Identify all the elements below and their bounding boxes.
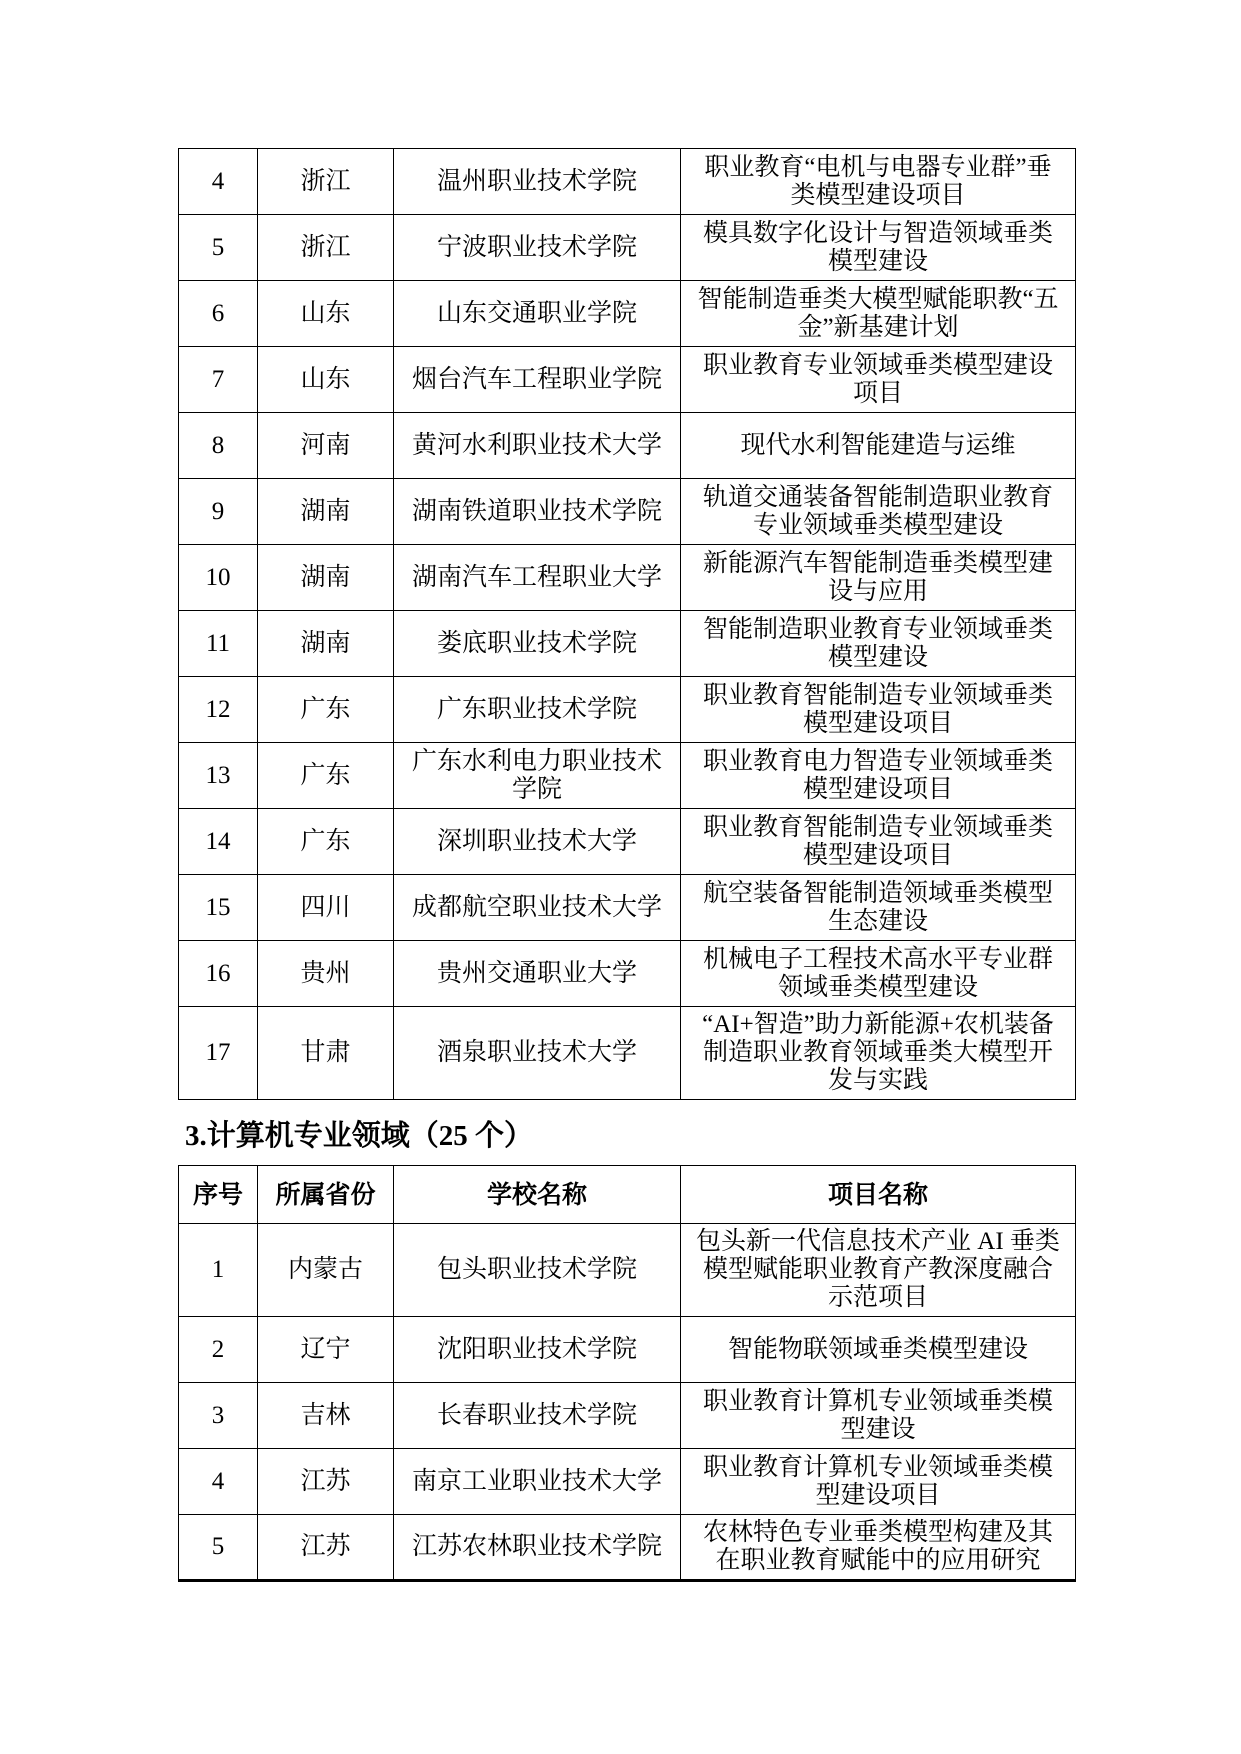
- cell-no: 17: [179, 1007, 258, 1100]
- table-row: [179, 149, 1076, 215]
- cell-province: 广东: [258, 809, 394, 875]
- cell-no: 15: [179, 875, 258, 941]
- table-row: [179, 1317, 1076, 1383]
- cell-school: 江苏农林职业技术学院: [394, 1515, 681, 1581]
- cell-no: 3: [179, 1383, 258, 1449]
- cell-province: 广东: [258, 677, 394, 743]
- cell-no: 4: [179, 1449, 258, 1515]
- cell-project: 职业教育电力智造专业领域垂类模型建设项目: [681, 743, 1076, 809]
- table-header: [179, 1166, 1076, 1224]
- table-body: [179, 1224, 1076, 1581]
- cell-province: 甘肃: [258, 1007, 394, 1100]
- cell-project: “AI+智造”助力新能源+农机装备制造职业教育领域垂类大模型开发与实践: [681, 1007, 1076, 1100]
- cell-school: 宁波职业技术学院: [394, 215, 681, 281]
- cell-school: 湖南铁道职业技术学院: [394, 479, 681, 545]
- table-row: [179, 1449, 1076, 1515]
- page-content: [178, 148, 1075, 1582]
- cell-school: 广东水利电力职业技术学院: [394, 743, 681, 809]
- cell-no: 6: [179, 281, 258, 347]
- cell-school: 黄河水利职业技术大学: [394, 413, 681, 479]
- cell-no: 10: [179, 545, 258, 611]
- cell-school: 娄底职业技术学院: [394, 611, 681, 677]
- table-header-row: [179, 1166, 1076, 1224]
- table-row: [179, 545, 1076, 611]
- cell-project: 职业教育专业领域垂类模型建设项目: [681, 347, 1076, 413]
- cell-project: 智能制造垂类大模型赋能职教“五金”新基建计划: [681, 281, 1076, 347]
- cell-province: 辽宁: [258, 1317, 394, 1383]
- cell-province: 浙江: [258, 215, 394, 281]
- table-row: [179, 281, 1076, 347]
- cell-school: 沈阳职业技术学院: [394, 1317, 681, 1383]
- cell-no: 11: [179, 611, 258, 677]
- table-row: [179, 1007, 1076, 1100]
- cell-project: 智能制造职业教育专业领域垂类模型建设: [681, 611, 1076, 677]
- cell-project: 新能源汽车智能制造垂类模型建设与应用: [681, 545, 1076, 611]
- vertical-model-table-continued: [178, 148, 1076, 1100]
- cell-school: 温州职业技术学院: [394, 149, 681, 215]
- col-header-province: 所属省份: [258, 1166, 394, 1224]
- cell-project: 机械电子工程技术高水平专业群领域垂类模型建设: [681, 941, 1076, 1007]
- cell-no: 8: [179, 413, 258, 479]
- section-heading: 3.计算机专业领域（25 个）: [185, 1120, 534, 1152]
- computer-domain-table: [178, 1165, 1076, 1582]
- cell-no: 9: [179, 479, 258, 545]
- cell-project: 包头新一代信息技术产业 AI 垂类模型赋能职业教育产教深度融合示范项目: [681, 1224, 1076, 1317]
- table-row: [179, 1383, 1076, 1449]
- cell-province: 贵州: [258, 941, 394, 1007]
- cell-no: 14: [179, 809, 258, 875]
- cell-school: 烟台汽车工程职业学院: [394, 347, 681, 413]
- cell-no: 4: [179, 149, 258, 215]
- cell-school: 南京工业职业技术大学: [394, 1449, 681, 1515]
- table-row: [179, 1224, 1076, 1317]
- cell-project: 智能物联领域垂类模型建设: [681, 1317, 1076, 1383]
- cell-project: 职业教育计算机专业领域垂类模型建设: [681, 1383, 1076, 1449]
- cell-project: 模具数字化设计与智造领域垂类模型建设: [681, 215, 1076, 281]
- table-row: [179, 809, 1076, 875]
- table-row: [179, 413, 1076, 479]
- cell-project: 职业教育智能制造专业领域垂类模型建设项目: [681, 677, 1076, 743]
- table-row: [179, 611, 1076, 677]
- cell-no: 2: [179, 1317, 258, 1383]
- table-row: [179, 677, 1076, 743]
- cell-no: 16: [179, 941, 258, 1007]
- table-row: [179, 1515, 1076, 1581]
- table-row: [179, 347, 1076, 413]
- cell-project: 航空装备智能制造领域垂类模型生态建设: [681, 875, 1076, 941]
- cell-school: 贵州交通职业大学: [394, 941, 681, 1007]
- cell-province: 湖南: [258, 545, 394, 611]
- cell-province: 湖南: [258, 479, 394, 545]
- table-row: [179, 215, 1076, 281]
- cell-province: 吉林: [258, 1383, 394, 1449]
- table-body: [179, 149, 1076, 1100]
- cell-province: 湖南: [258, 611, 394, 677]
- cell-province: 山东: [258, 281, 394, 347]
- cell-province: 江苏: [258, 1449, 394, 1515]
- cell-school: 长春职业技术学院: [394, 1383, 681, 1449]
- cell-school: 包头职业技术学院: [394, 1224, 681, 1317]
- cell-project: 职业教育计算机专业领域垂类模型建设项目: [681, 1449, 1076, 1515]
- cell-school: 湖南汽车工程职业大学: [394, 545, 681, 611]
- cell-province: 江苏: [258, 1515, 394, 1581]
- cell-school: 深圳职业技术大学: [394, 809, 681, 875]
- col-header-project: 项目名称: [681, 1166, 1076, 1224]
- table-row: [179, 479, 1076, 545]
- cell-province: 山东: [258, 347, 394, 413]
- cell-province: 内蒙古: [258, 1224, 394, 1317]
- cell-province: 浙江: [258, 149, 394, 215]
- cell-no: 12: [179, 677, 258, 743]
- cell-project: 农林特色专业垂类模型构建及其在职业教育赋能中的应用研究: [681, 1515, 1076, 1581]
- cell-no: 13: [179, 743, 258, 809]
- col-header-school: 学校名称: [394, 1166, 681, 1224]
- cell-province: 河南: [258, 413, 394, 479]
- cell-no: 5: [179, 1515, 258, 1581]
- cell-project: 现代水利智能建造与运维: [681, 413, 1076, 479]
- cell-school: 酒泉职业技术大学: [394, 1007, 681, 1100]
- cell-project: 轨道交通装备智能制造职业教育专业领域垂类模型建设: [681, 479, 1076, 545]
- cell-no: 5: [179, 215, 258, 281]
- cell-province: 广东: [258, 743, 394, 809]
- cell-province: 四川: [258, 875, 394, 941]
- table-row: [179, 875, 1076, 941]
- cell-project: 职业教育“电机与电器专业群”垂类模型建设项目: [681, 149, 1076, 215]
- col-header-no: 序号: [179, 1166, 258, 1224]
- cell-project: 职业教育智能制造专业领域垂类模型建设项目: [681, 809, 1076, 875]
- table-row: [179, 743, 1076, 809]
- cell-school: 成都航空职业技术大学: [394, 875, 681, 941]
- cell-no: 7: [179, 347, 258, 413]
- cell-no: 1: [179, 1224, 258, 1317]
- cell-school: 山东交通职业学院: [394, 281, 681, 347]
- cell-school: 广东职业技术学院: [394, 677, 681, 743]
- table-row: [179, 941, 1076, 1007]
